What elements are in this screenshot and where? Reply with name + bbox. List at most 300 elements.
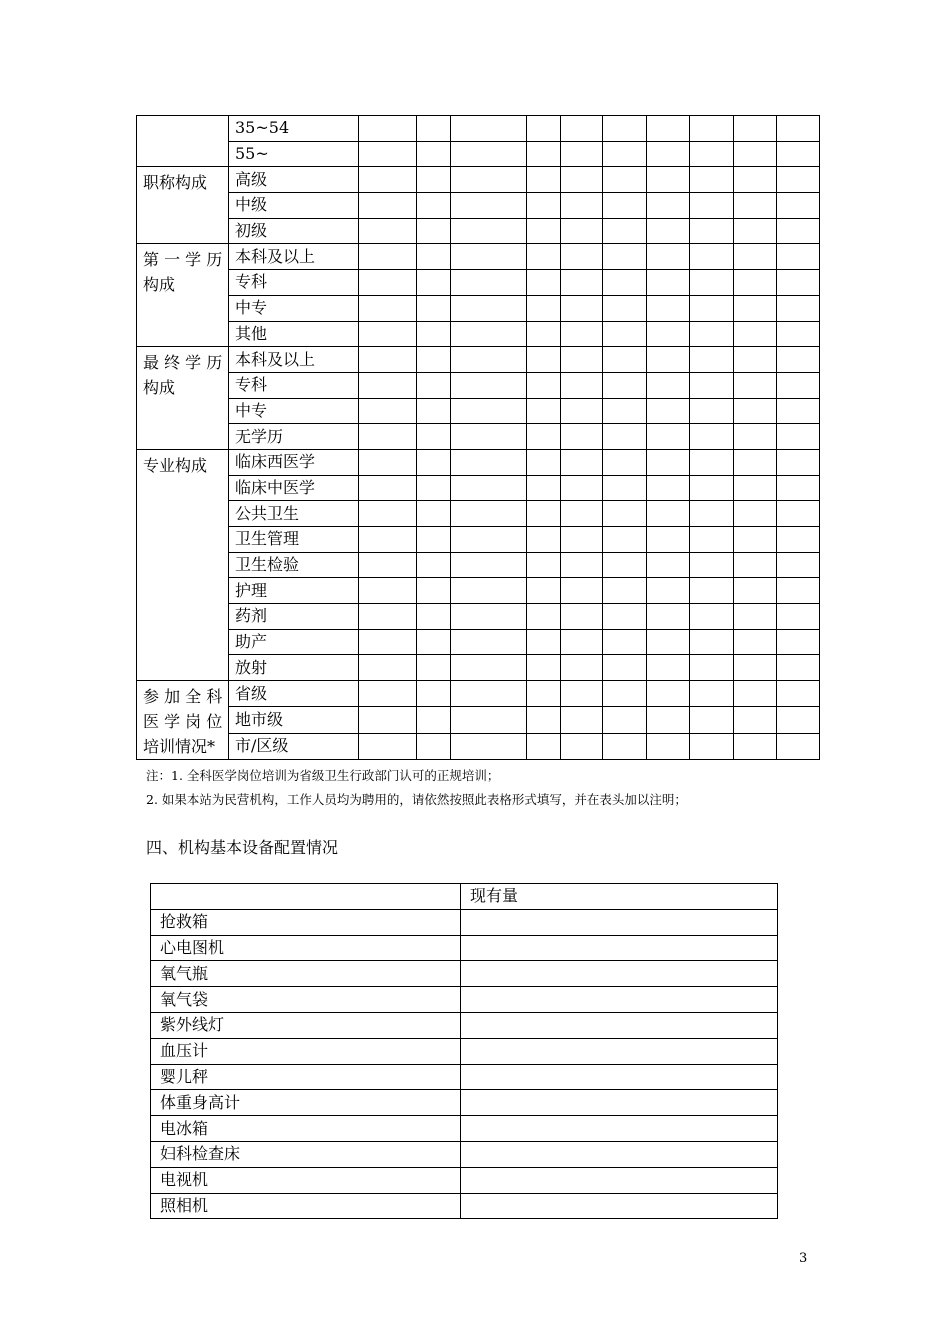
blank-cell[interactable] [561,449,603,475]
blank-cell[interactable] [690,218,734,244]
blank-cell[interactable] [527,501,561,527]
blank-cell[interactable] [603,733,647,759]
group-label-line: 职称构成 [143,173,208,193]
equipment-row [151,1064,778,1090]
blank-cell[interactable] [690,501,734,527]
blank-cell[interactable] [734,475,777,501]
blank-cell[interactable] [451,116,527,142]
equipment-row [151,909,778,935]
blank-cell[interactable] [690,552,734,578]
blank-cell[interactable] [527,193,561,219]
blank-cell[interactable] [359,527,417,553]
blank-cell[interactable] [561,398,603,424]
quantity-cell[interactable] [461,1193,778,1219]
blank-cell[interactable] [603,527,647,553]
blank-cell[interactable] [561,578,603,604]
blank-cell[interactable] [451,655,527,681]
blank-cell[interactable] [561,604,603,630]
blank-cell[interactable] [603,244,647,270]
blank-cell[interactable] [527,707,561,733]
equipment-row [151,1038,778,1064]
table-row [137,295,820,321]
blank-cell[interactable] [734,398,777,424]
blank-cell[interactable] [359,424,417,450]
blank-cell[interactable] [690,475,734,501]
blank-cell[interactable] [451,681,527,707]
subcategory-label: 中级 [229,193,359,219]
blank-cell[interactable] [561,372,603,398]
blank-cell[interactable] [451,244,527,270]
blank-cell[interactable] [777,527,820,553]
table-row [137,167,820,193]
blank-cell[interactable] [734,141,777,167]
blank-cell[interactable] [527,475,561,501]
equipment-name: 照相机 [151,1193,461,1219]
blank-cell[interactable] [417,449,451,475]
blank-cell[interactable] [777,578,820,604]
blank-cell[interactable] [359,244,417,270]
blank-cell[interactable] [734,193,777,219]
blank-cell[interactable] [451,527,527,553]
blank-cell[interactable] [561,321,603,347]
blank-cell[interactable] [561,193,603,219]
blank-cell[interactable] [777,655,820,681]
blank-cell[interactable] [561,116,603,142]
blank-cell[interactable] [734,449,777,475]
blank-cell[interactable] [647,604,690,630]
blank-cell[interactable] [527,733,561,759]
blank-cell[interactable] [417,424,451,450]
blank-cell[interactable] [451,347,527,373]
blank-cell[interactable] [690,681,734,707]
blank-cell[interactable] [647,681,690,707]
blank-cell[interactable] [690,424,734,450]
blank-cell[interactable] [603,141,647,167]
quantity-cell[interactable] [461,1012,778,1038]
blank-cell[interactable] [417,193,451,219]
blank-cell[interactable] [603,372,647,398]
group-label [137,167,229,244]
blank-cell[interactable] [561,501,603,527]
blank-cell[interactable] [647,347,690,373]
blank-cell[interactable] [417,398,451,424]
equipment-name: 心电图机 [151,935,461,961]
blank-cell[interactable] [451,141,527,167]
blank-cell[interactable] [734,501,777,527]
blank-cell[interactable] [527,295,561,321]
blank-cell[interactable] [647,707,690,733]
blank-cell[interactable] [734,116,777,142]
blank-cell[interactable] [647,167,690,193]
blank-cell[interactable] [734,244,777,270]
blank-cell[interactable] [647,424,690,450]
table-row [137,218,820,244]
blank-cell[interactable] [451,449,527,475]
blank-cell[interactable] [561,347,603,373]
blank-cell[interactable] [690,167,734,193]
blank-cell[interactable] [777,141,820,167]
blank-cell[interactable] [777,501,820,527]
blank-cell[interactable] [561,167,603,193]
equipment-name: 妇科检查床 [151,1141,461,1167]
blank-cell[interactable] [603,116,647,142]
blank-cell[interactable] [527,270,561,296]
blank-cell[interactable] [647,218,690,244]
blank-cell[interactable] [359,270,417,296]
blank-cell[interactable] [451,424,527,450]
blank-cell[interactable] [734,578,777,604]
quantity-cell[interactable] [461,961,778,987]
blank-cell[interactable] [647,398,690,424]
blank-cell[interactable] [777,167,820,193]
blank-cell[interactable] [561,141,603,167]
blank-cell[interactable] [561,295,603,321]
quantity-cell[interactable] [461,1090,778,1116]
quantity-header: 现有量 [461,884,778,910]
blank-cell[interactable] [527,218,561,244]
blank-cell[interactable] [690,244,734,270]
blank-cell[interactable] [417,707,451,733]
blank-cell[interactable] [603,578,647,604]
blank-cell[interactable] [647,372,690,398]
blank-cell[interactable] [417,116,451,142]
blank-cell[interactable] [561,655,603,681]
blank-cell[interactable] [690,193,734,219]
blank-cell[interactable] [451,501,527,527]
blank-cell[interactable] [359,347,417,373]
table-row [137,270,820,296]
blank-cell[interactable] [734,321,777,347]
blank-cell[interactable] [777,475,820,501]
blank-cell[interactable] [734,347,777,373]
blank-cell[interactable] [561,733,603,759]
quantity-cell[interactable] [461,1141,778,1167]
blank-cell[interactable] [777,372,820,398]
blank-cell[interactable] [690,449,734,475]
blank-cell[interactable] [359,141,417,167]
blank-cell[interactable] [417,372,451,398]
blank-cell[interactable] [734,681,777,707]
equipment-name: 氧气袋 [151,987,461,1013]
blank-cell[interactable] [451,733,527,759]
equipment-row [151,961,778,987]
blank-cell[interactable] [603,604,647,630]
blank-cell[interactable] [603,681,647,707]
subcategory-label: 本科及以上 [229,347,359,373]
blank-cell[interactable] [603,295,647,321]
blank-cell[interactable] [734,218,777,244]
table-row [137,398,820,424]
blank-cell[interactable] [359,218,417,244]
blank-cell[interactable] [417,347,451,373]
blank-cell[interactable] [359,681,417,707]
blank-cell[interactable] [359,321,417,347]
blank-cell[interactable] [451,629,527,655]
blank-cell[interactable] [603,629,647,655]
quantity-cell[interactable] [461,1167,778,1193]
blank-cell[interactable] [603,167,647,193]
blank-cell[interactable] [603,321,647,347]
blank-cell[interactable] [777,116,820,142]
blank-cell[interactable] [359,475,417,501]
blank-cell[interactable] [417,552,451,578]
blank-cell[interactable] [527,372,561,398]
blank-cell[interactable] [603,501,647,527]
subcategory-label: 卫生管理 [229,527,359,553]
quantity-cell[interactable] [461,1116,778,1142]
blank-cell[interactable] [359,552,417,578]
blank-cell[interactable] [777,707,820,733]
blank-cell[interactable] [690,372,734,398]
blank-cell[interactable] [359,604,417,630]
equipment-row [151,1116,778,1142]
quantity-cell[interactable] [461,935,778,961]
blank-cell[interactable] [603,218,647,244]
blank-cell[interactable] [417,167,451,193]
blank-cell[interactable] [417,270,451,296]
blank-cell[interactable] [734,655,777,681]
blank-cell[interactable] [527,398,561,424]
equipment-row [151,1193,778,1219]
blank-cell[interactable] [417,655,451,681]
blank-cell[interactable] [417,321,451,347]
blank-cell[interactable] [451,398,527,424]
blank-cell[interactable] [451,295,527,321]
blank-cell[interactable] [690,270,734,296]
blank-cell[interactable] [734,424,777,450]
blank-cell[interactable] [527,552,561,578]
blank-cell[interactable] [451,475,527,501]
blank-cell[interactable] [359,707,417,733]
blank-cell[interactable] [734,629,777,655]
blank-cell[interactable] [417,501,451,527]
blank-cell[interactable] [527,321,561,347]
blank-cell[interactable] [603,424,647,450]
blank-cell[interactable] [647,655,690,681]
blank-cell[interactable] [777,398,820,424]
table-row [137,449,820,475]
blank-cell[interactable] [527,449,561,475]
blank-cell[interactable] [451,604,527,630]
blank-cell[interactable] [777,552,820,578]
blank-cell[interactable] [527,527,561,553]
table-row [137,372,820,398]
blank-cell[interactable] [647,501,690,527]
blank-cell[interactable] [777,270,820,296]
blank-cell[interactable] [359,629,417,655]
blank-cell[interactable] [603,449,647,475]
blank-cell[interactable] [603,347,647,373]
blank-cell[interactable] [777,449,820,475]
subcategory-label: 初级 [229,218,359,244]
equipment-name: 电视机 [151,1167,461,1193]
table-row [137,244,820,270]
blank-cell[interactable] [359,193,417,219]
blank-cell[interactable] [359,449,417,475]
blank-cell[interactable] [647,527,690,553]
blank-cell[interactable] [417,475,451,501]
blank-cell[interactable] [359,295,417,321]
equipment-row [151,1012,778,1038]
blank-cell[interactable] [417,604,451,630]
blank-cell[interactable] [690,707,734,733]
blank-cell[interactable] [417,578,451,604]
blank-cell[interactable] [777,629,820,655]
blank-cell[interactable] [451,270,527,296]
blank-cell[interactable] [359,372,417,398]
blank-cell[interactable] [417,733,451,759]
blank-cell[interactable] [734,733,777,759]
blank-cell[interactable] [777,321,820,347]
blank-cell[interactable] [777,347,820,373]
blank-cell[interactable] [359,655,417,681]
blank-cell[interactable] [690,655,734,681]
blank-cell[interactable] [777,193,820,219]
blank-cell[interactable] [690,629,734,655]
blank-cell[interactable] [690,295,734,321]
blank-cell[interactable] [734,270,777,296]
blank-cell[interactable] [417,295,451,321]
blank-cell[interactable] [690,321,734,347]
blank-cell[interactable] [451,552,527,578]
blank-cell[interactable] [561,218,603,244]
blank-cell[interactable] [359,501,417,527]
blank-cell[interactable] [561,707,603,733]
blank-cell[interactable] [527,424,561,450]
group-label [137,244,229,347]
blank-cell[interactable] [777,424,820,450]
equipment-table [150,883,778,1219]
blank-cell[interactable] [417,527,451,553]
blank-cell[interactable] [647,116,690,142]
blank-cell[interactable] [561,475,603,501]
blank-cell[interactable] [690,398,734,424]
blank-cell[interactable] [359,578,417,604]
blank-cell[interactable] [647,733,690,759]
blank-cell[interactable] [561,552,603,578]
equipment-name: 体重身高计 [151,1090,461,1116]
blank-cell[interactable] [561,681,603,707]
blank-cell[interactable] [603,193,647,219]
blank-cell[interactable] [647,552,690,578]
blank-cell[interactable] [647,270,690,296]
blank-cell[interactable] [734,167,777,193]
table-row [137,733,820,759]
blank-cell[interactable] [359,167,417,193]
blank-cell[interactable] [561,244,603,270]
table-row [137,116,820,142]
blank-cell[interactable] [527,578,561,604]
blank-cell[interactable] [451,372,527,398]
blank-cell[interactable] [647,244,690,270]
blank-cell[interactable] [561,527,603,553]
blank-cell[interactable] [451,707,527,733]
blank-cell[interactable] [603,655,647,681]
blank-cell[interactable] [417,141,451,167]
blank-cell[interactable] [647,295,690,321]
blank-cell[interactable] [527,244,561,270]
blank-cell[interactable] [603,475,647,501]
blank-cell[interactable] [527,629,561,655]
blank-cell[interactable] [561,270,603,296]
blank-cell[interactable] [527,604,561,630]
group-label-line: 最 终 学 历 [143,353,223,373]
quantity-cell[interactable] [461,1064,778,1090]
blank-cell[interactable] [690,141,734,167]
blank-cell[interactable] [777,244,820,270]
blank-cell[interactable] [603,552,647,578]
quantity-cell[interactable] [461,909,778,935]
blank-cell[interactable] [647,449,690,475]
blank-cell[interactable] [359,733,417,759]
blank-cell[interactable] [417,218,451,244]
blank-cell[interactable] [451,167,527,193]
blank-cell[interactable] [359,116,417,142]
blank-cell[interactable] [777,218,820,244]
blank-cell[interactable] [647,193,690,219]
blank-cell[interactable] [417,681,451,707]
blank-cell[interactable] [734,295,777,321]
blank-cell[interactable] [603,398,647,424]
blank-cell[interactable] [527,116,561,142]
blank-cell[interactable] [603,707,647,733]
blank-cell[interactable] [734,372,777,398]
blank-cell[interactable] [451,578,527,604]
blank-cell[interactable] [647,475,690,501]
blank-cell[interactable] [690,116,734,142]
blank-cell[interactable] [690,347,734,373]
quantity-cell[interactable] [461,1038,778,1064]
blank-cell[interactable] [417,629,451,655]
blank-cell[interactable] [561,424,603,450]
blank-cell[interactable] [527,655,561,681]
blank-cell[interactable] [777,604,820,630]
blank-cell[interactable] [451,321,527,347]
blank-cell[interactable] [561,629,603,655]
blank-cell[interactable] [734,527,777,553]
blank-cell[interactable] [690,527,734,553]
blank-cell[interactable] [734,707,777,733]
table-row [137,321,820,347]
blank-cell[interactable] [451,193,527,219]
blank-cell[interactable] [527,141,561,167]
blank-cell[interactable] [527,681,561,707]
blank-cell[interactable] [777,681,820,707]
subcategory-label: 药剂 [229,604,359,630]
blank-cell[interactable] [734,552,777,578]
blank-cell[interactable] [690,733,734,759]
quantity-cell[interactable] [461,987,778,1013]
blank-cell[interactable] [451,218,527,244]
group-label [137,681,229,760]
blank-cell[interactable] [647,141,690,167]
table-row [137,527,820,553]
blank-cell[interactable] [777,295,820,321]
blank-cell[interactable] [777,733,820,759]
blank-cell[interactable] [359,398,417,424]
blank-cell[interactable] [690,578,734,604]
blank-cell[interactable] [603,270,647,296]
blank-cell[interactable] [527,347,561,373]
blank-cell[interactable] [647,321,690,347]
blank-cell[interactable] [734,604,777,630]
blank-cell[interactable] [417,244,451,270]
page-number: 3 [799,1251,808,1266]
blank-cell[interactable] [527,167,561,193]
blank-cell[interactable] [647,578,690,604]
blank-cell[interactable] [647,629,690,655]
blank-cell[interactable] [690,604,734,630]
